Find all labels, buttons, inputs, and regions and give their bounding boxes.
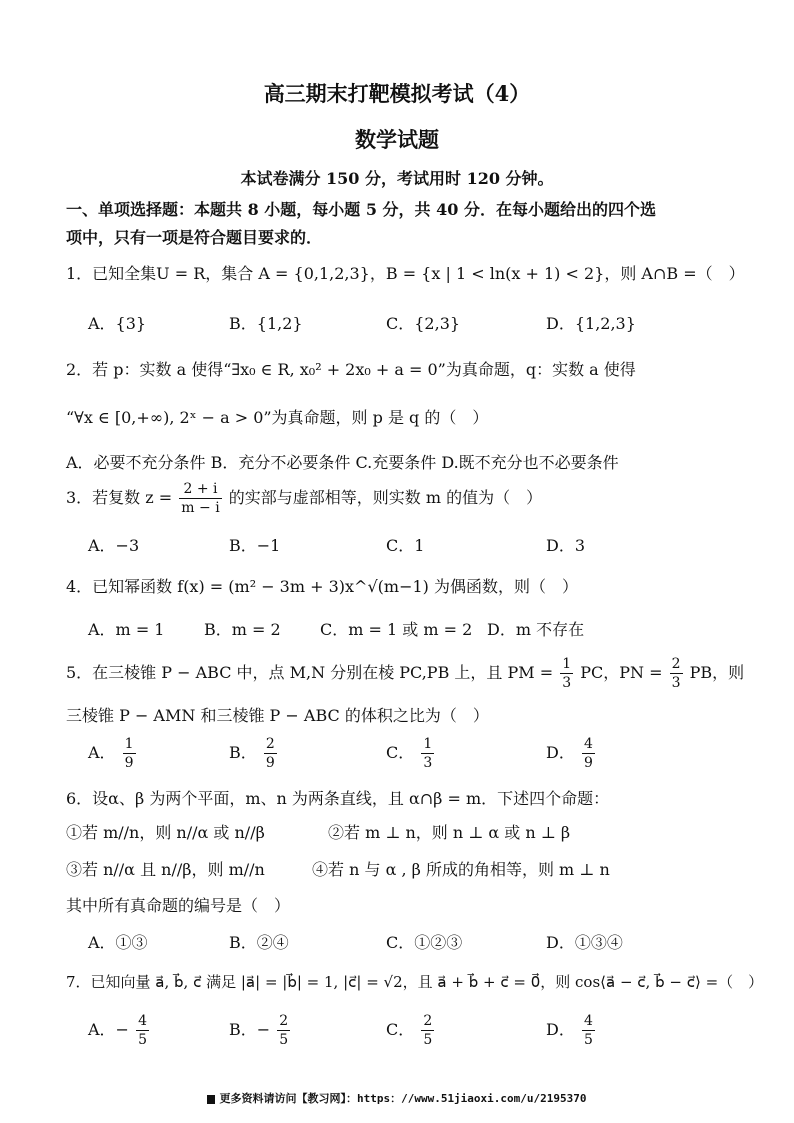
q5-option-c-num: 1 [423,736,433,752]
q6-stem: 6．设α、β 为两个平面，m、n 为两条直线，且 α∩β = m．下述四个命题： [66,789,610,808]
q5-option-b-frac [264,735,277,772]
q1-stem: 1．已知全集U = R，集合 A = {0,1,2,3}，B = {x | 1 < ln(x + 1) < 2}，则 A∩B =（ ） [66,264,745,283]
q5-option-c [386,735,436,772]
exam-notice: 本试卷满分 150 分，考试用时 120 分钟。 [240,169,554,188]
q4-stem: 4．已知幂函数 f(x) = (m² − 3m + 3)x^√(m−1) 为偶函数，则（ ） [66,577,578,596]
q7-option-d-label: D． [546,1020,575,1039]
q7-option-b [229,1012,292,1049]
q6-proposition-3: ③若 n//α 且 n//β，则 m//n [66,860,265,879]
section-heading-line1: 一、单项选择题：本题共 8 小题，每小题 5 分，共 40 分．在每小题给出的四个选 [66,200,656,219]
q3-option-d: D．3 [546,536,586,555]
q3-stem [66,480,746,517]
section-heading-line2: 项中，只有一项是符合题目要求的． [66,228,323,247]
q7-option-c [386,1012,436,1049]
q3-fraction-den: m − i [181,500,220,516]
q5-option-c-den: 3 [423,755,433,771]
q4-option-b: B．m = 2 [204,620,281,639]
q2-line2: “∀x ∈ [0,+∞), 2ˣ − a > 0”为真命题，则 p 是 q 的（ ） [66,408,489,427]
q5-option-c-frac [421,735,434,772]
q3-option-a: A．−3 [88,536,140,555]
q3-fraction [179,480,221,517]
q7-option-a-label: A．− [88,1020,129,1039]
q2-options: A．必要不充分条件 B．充分不必要条件 C.充要条件 D.既不充分也不必要条件 [66,453,619,472]
q4-option-c: C．m = 1 或 m = 2 [320,620,473,639]
q5-stem [66,655,746,692]
q5-option-a-num: 1 [124,736,134,752]
q6-proposition-2: ②若 m ⊥ n，则 n ⊥ α 或 n ⊥ β [328,823,571,842]
q5-fraction-1-num: 1 [562,656,572,672]
q5-option-a-frac [123,735,136,772]
q5-option-b-label: B． [229,743,257,762]
flag-icon [207,1095,215,1104]
q5-fraction-1-den: 3 [562,675,572,691]
q7-option-b-label: B．− [229,1020,271,1039]
q6-option-c: C．①②③ [386,933,463,952]
q5-option-d-frac [582,735,595,772]
q7-option-a [88,1012,151,1049]
q1-option-a: A．{3} [88,314,147,333]
q6-proposition-1: ①若 m//n，则 n//α 或 n//β [66,823,265,842]
q7-stem: 7．已知向量 a⃗, b⃗, c⃗ 满足 |a⃗| = |b⃗| = 1, |c⃗| = √2，且 a⃗ + b⃗ + c⃗ = 0⃗，则 cos⟨a⃗ − c⃗, b⃗ − c⃗⟩ =（ ） [66,973,764,991]
q3-option-b: B．−1 [229,536,281,555]
q4-option-a: A．m = 1 [88,620,165,639]
q7-option-d-frac [582,1012,595,1049]
q6-option-a: A．①③ [88,933,148,952]
q7-option-c-label: C． [386,1020,415,1039]
q5-option-b-den: 9 [265,755,275,771]
q7-option-b-den: 5 [279,1032,289,1048]
q4-option-d: D．m 不存在 [487,620,585,639]
q7-option-d-num: 4 [583,1013,593,1029]
q5-option-d-num: 4 [583,736,593,752]
q7-option-c-den: 5 [423,1032,433,1048]
q6-proposition-4: ④若 n 与 α , β 所成的角相等，则 m ⊥ n [312,860,610,879]
q1-option-c: C．{2,3} [386,314,461,333]
q3-stem-pre: 3．若复数 z = [66,488,173,507]
q7-option-d-den: 5 [583,1032,593,1048]
q5-fraction-1 [560,655,573,692]
q7-option-b-num: 2 [279,1013,289,1029]
q6-option-d: D．①③④ [546,933,623,952]
q7-option-a-num: 4 [138,1013,147,1029]
q5-option-a [88,735,138,772]
q5-fraction-2-num: 2 [671,656,681,672]
q7-option-a-den: 5 [138,1032,147,1048]
q5-option-a-den: 9 [124,755,134,771]
q3-fraction-num: 2 + i [179,480,221,499]
q1-option-b: B．{1,2} [229,314,303,333]
q5-option-b [229,735,279,772]
page-footer [0,1090,794,1106]
q1-option-d: D．{1,2,3} [546,314,636,333]
q5-stem-mid: PC，PN = [580,663,663,682]
subject-title: 数学试题 [355,127,439,152]
q7-option-c-num: 2 [423,1013,433,1029]
footer-link-text[interactable]: 更多资料请访问【教习网】：https：//www.51jiaoxi.com/u/2195370 [219,1092,587,1105]
q2-line1: 2．若 p：实数 a 使得“∃x₀ ∈ R, x₀² + 2x₀ + a = 0”为真命题，q：实数 a 使得 [66,360,636,379]
q6-option-b: B．②④ [229,933,289,952]
q7-option-b-frac [277,1012,290,1049]
q6-question: 其中所有真命题的编号是（ ） [66,896,291,915]
q5-stem-pre: 5．在三棱锥 P − ABC 中，点 M,N 分别在棱 PC,PB 上，且 PM = [66,663,554,682]
q5-stem-post: PB，则 [689,663,745,682]
q5-option-d-label: D． [546,743,575,762]
q7-option-d [546,1012,597,1049]
q3-option-c: C．1 [386,536,425,555]
exam-title: 高三期末打靶模拟考试（4） [263,81,531,106]
q5-option-d [546,735,597,772]
q5-line2: 三棱锥 P − AMN 和三棱锥 P − ABC 的体积之比为（ ） [66,706,489,725]
q5-option-a-label: A． [88,743,116,762]
q7-option-a-frac [136,1012,149,1049]
q7-option-c-frac [421,1012,434,1049]
q5-option-d-den: 9 [583,755,593,771]
q5-fraction-2-den: 3 [671,675,681,691]
q5-option-b-num: 2 [265,736,275,752]
q3-stem-post: 的实部与虚部相等，则实数 m 的值为（ ） [228,488,543,507]
q5-option-c-label: C． [386,743,415,762]
q5-fraction-2 [670,655,683,692]
